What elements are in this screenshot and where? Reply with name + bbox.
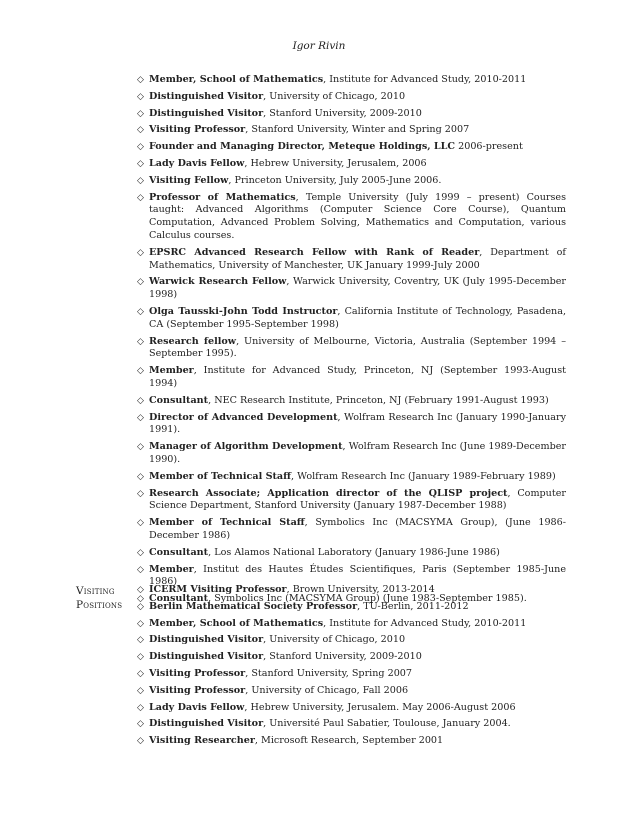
item-title: Research Associate; Application director of the QLISP project (149, 487, 508, 499)
diamond-bullet-icon: ◇ (137, 488, 144, 499)
item-title: Lady Davis Fellow (149, 701, 245, 713)
diamond-bullet-icon: ◇ (137, 719, 144, 730)
section-label-line1: Visiting (76, 585, 115, 597)
item-details: , Los Alamos National Laboratory (January 1986-June 1986) (208, 546, 500, 558)
list-item (134, 517, 566, 543)
item-details: , Institut des Hautes Études Scientifiques, Paris (September 1985-June 1986) (149, 563, 566, 588)
item-details: , Temple University (July 1999 – present) Courses taught: Advanced Algorithms (Computer Science Core Course), Quantum Computation, Advanced Problem Solving, Mathematics and Computation, various Calculus courses. (149, 191, 566, 241)
list-item (134, 412, 566, 438)
list-item (134, 718, 566, 731)
item-details: , Stanford University, 2009-2010 (263, 651, 422, 663)
visiting-list (134, 584, 566, 752)
item-details: , Université Paul Sabatier, Toulouse, January 2004. (263, 718, 511, 730)
item-title: Manager of Algorithm Development (149, 441, 343, 453)
item-details: , California Institute of Technology, Pasadena, CA (September 1995-September 1998) (149, 305, 566, 330)
diamond-bullet-icon: ◇ (137, 192, 144, 203)
item-title: Member, School of Mathematics (149, 617, 324, 629)
item-title: Olga Tausski-John Todd Instructor (149, 305, 338, 317)
item-details: , University of Chicago, 2010 (263, 634, 406, 646)
diamond-bullet-icon: ◇ (137, 306, 144, 317)
diamond-bullet-icon: ◇ (137, 366, 144, 377)
diamond-bullet-icon: ◇ (137, 395, 144, 406)
list-item (134, 336, 566, 362)
item-details: , Department of Mathematics, University of Manchester, UK January 1999-July 2000 (149, 246, 566, 271)
author-name: Igor Rivin (292, 40, 346, 52)
item-title: Consultant (149, 546, 209, 558)
diamond-bullet-icon: ◇ (137, 277, 144, 288)
list-item (134, 735, 566, 748)
diamond-bullet-icon: ◇ (137, 108, 144, 119)
diamond-bullet-icon: ◇ (137, 336, 144, 347)
item-details: , Warwick University, Coventry, UK (July 1995-December 1998) (149, 276, 566, 301)
item-title: Visiting Fellow (149, 174, 229, 186)
section-label (76, 584, 122, 612)
diamond-bullet-icon: ◇ (137, 585, 144, 595)
list-item (134, 192, 566, 243)
list-item (134, 108, 566, 121)
diamond-bullet-icon: ◇ (137, 175, 144, 186)
item-title: Visiting Professor (149, 684, 246, 696)
item-details: , University of Chicago, Fall 2006 (245, 684, 409, 696)
list-item (134, 395, 566, 408)
item-details: , Stanford University, 2009-2010 (263, 107, 422, 119)
item-title: Visiting Professor (149, 667, 246, 679)
list-item (134, 702, 566, 715)
item-details: , Symbolics Inc (MACSYMA Group) (June 1983-September 1985). (208, 593, 527, 605)
item-details: , Stanford University, Winter and Spring 2007 (245, 124, 470, 136)
diamond-bullet-icon: ◇ (137, 125, 144, 136)
item-details: , Stanford University, Spring 2007 (245, 667, 413, 679)
list-item (134, 247, 566, 273)
item-details: , University of Melbourne, Victoria, Australia (September 1994 – September 1995). (149, 335, 567, 360)
item-title: Distinguished Visitor (149, 90, 264, 102)
item-title: Founder and Managing Director, Meteque Holdings, LLC (149, 141, 456, 153)
diamond-bullet-icon: ◇ (137, 412, 144, 423)
list-item (134, 441, 566, 467)
item-title: Member (149, 563, 194, 575)
list-item (134, 276, 566, 302)
item-title: EPSRC Advanced Research Fellow with Rank of Reader (149, 246, 480, 258)
list-item (134, 601, 566, 614)
item-details: , Hebrew University, Jerusalem. May 2006-August 2006 (244, 701, 516, 713)
list-item (134, 141, 566, 154)
list-item (134, 124, 566, 137)
page-header (0, 40, 638, 52)
item-details: , Princeton University, July 2005-June 2006. (228, 174, 442, 186)
list-item (134, 175, 566, 188)
list-item (134, 634, 566, 647)
list-item (134, 74, 566, 87)
list-item (134, 488, 566, 514)
employment-list (134, 74, 566, 610)
item-details: , Wolfram Research Inc (June 1989-December 1990). (149, 441, 566, 465)
item-title: Director of Advanced Development (149, 411, 338, 423)
diamond-bullet-icon: ◇ (137, 635, 144, 646)
item-title: Distinguished Visitor (149, 107, 264, 119)
item-details: , Symbolics Inc (MACSYMA Group), (June 1986-December 1986) (149, 517, 566, 541)
item-details: , Wolfram Research Inc (January 1989-February 1989) (291, 470, 556, 482)
item-title: Member (149, 365, 194, 377)
item-details: , Institute for Advanced Study, 2010-2011 (323, 617, 527, 629)
list-item (134, 547, 566, 560)
diamond-bullet-icon: ◇ (137, 91, 144, 102)
list-item (134, 91, 566, 104)
diamond-bullet-icon: ◇ (137, 652, 144, 663)
item-details: , Institute for Advanced Study, Princeton, NJ (September 1993-August 1994) (149, 365, 566, 389)
diamond-bullet-icon: ◇ (137, 471, 144, 482)
item-title: Consultant (149, 394, 209, 406)
list-item (134, 618, 566, 631)
diamond-bullet-icon: ◇ (137, 668, 144, 679)
diamond-bullet-icon: ◇ (137, 547, 144, 558)
item-title: Visiting Researcher (149, 735, 255, 747)
item-details: , University of Chicago, 2010 (263, 90, 406, 102)
list-item (134, 584, 566, 597)
list-item (134, 651, 566, 664)
item-title: Berlin Mathematical Society Professor (149, 600, 358, 612)
item-title: Distinguished Visitor (149, 718, 264, 730)
list-item (134, 471, 566, 484)
diamond-bullet-icon: ◇ (137, 142, 144, 153)
item-details: , Wolfram Research Inc (January 1990-January 1991). (149, 411, 566, 436)
list-item (134, 668, 566, 681)
item-details: , Institute for Advanced Study, 2010-2011 (323, 74, 527, 85)
item-title: ICERM Visiting Professor (149, 584, 287, 595)
diamond-bullet-icon: ◇ (137, 594, 144, 605)
item-details: 2006-present (455, 141, 523, 153)
item-details: , Microsoft Research, September 2001 (254, 735, 444, 747)
item-title: Member of Technical Staff (149, 517, 305, 529)
item-title: Member of Technical Staff (149, 470, 292, 482)
diamond-bullet-icon: ◇ (137, 442, 144, 453)
item-details: , NEC Research Institute, Princeton, NJ (February 1991-August 1993) (208, 394, 549, 406)
item-title: Professor of Mathematics (149, 191, 296, 203)
diamond-bullet-icon: ◇ (137, 601, 144, 612)
item-details: , TU-Berlin, 2011-2012 (357, 600, 469, 612)
item-title: Research fellow (149, 335, 237, 347)
diamond-bullet-icon: ◇ (137, 702, 144, 713)
diamond-bullet-icon: ◇ (137, 247, 144, 258)
diamond-bullet-icon: ◇ (137, 75, 144, 85)
diamond-bullet-icon: ◇ (137, 736, 144, 747)
list-item (134, 685, 566, 698)
item-title: Consultant (149, 593, 209, 605)
diamond-bullet-icon: ◇ (137, 685, 144, 696)
diamond-bullet-icon: ◇ (137, 518, 144, 529)
item-title: Distinguished Visitor (149, 634, 264, 646)
diamond-bullet-icon: ◇ (137, 618, 144, 629)
list-item (134, 306, 566, 332)
diamond-bullet-icon: ◇ (137, 158, 144, 169)
list-item (134, 158, 566, 171)
list-item (134, 365, 566, 391)
section-label-line2: Positions (76, 599, 123, 611)
item-details: , Computer Science Department, Stanford University (January 1987-December 1988) (149, 487, 566, 512)
item-title: Member, School of Mathematics (149, 74, 324, 85)
item-title: Distinguished Visitor (149, 651, 264, 663)
diamond-bullet-icon: ◇ (137, 564, 144, 575)
item-title: Lady Davis Fellow (149, 157, 245, 169)
item-title: Warwick Research Fellow (149, 276, 287, 288)
item-details: , Hebrew University, Jerusalem, 2006 (244, 157, 427, 169)
item-title: Visiting Professor (149, 124, 246, 136)
item-details: , Brown University, 2013-2014 (286, 584, 435, 595)
